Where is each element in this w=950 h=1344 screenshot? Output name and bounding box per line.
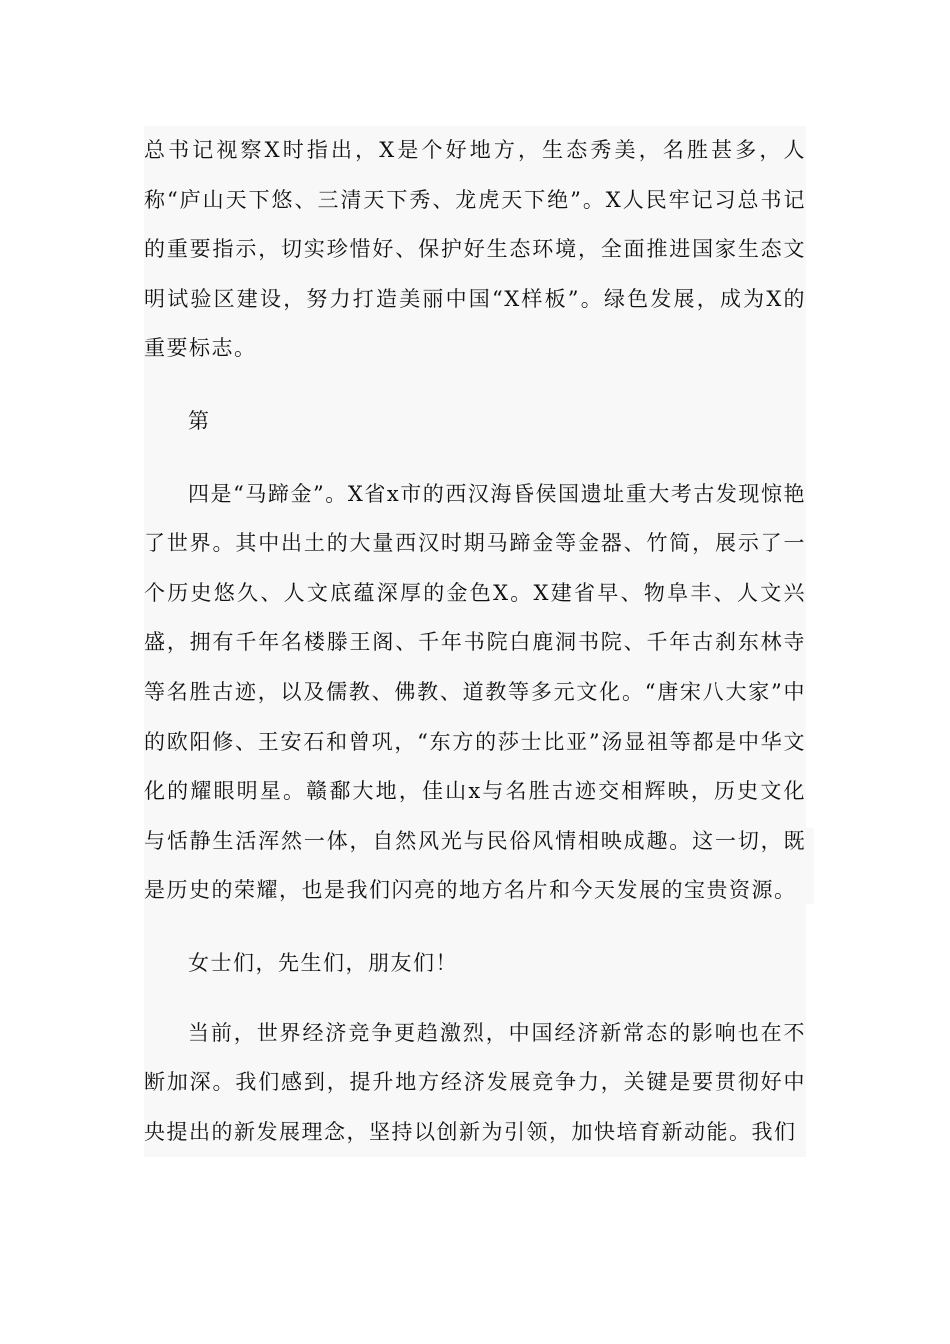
document-body [144, 126, 806, 1157]
paragraph-ecology: 总书记视察X时指出，X是个好地方，生态秀美，名胜甚多，人称“庐山天下悠、三清天下秀、龙虎天下绝”。X人民牢记习总书记的重要指示，切实珍惜好、保护好生态环境，全面推进国家生态文明试验区建设，努力打造美丽中国“X样板”。绿色发展，成为X的重要标志。 [144, 138, 806, 361]
text-highlight-edge [806, 828, 814, 904]
paragraph-horse-hoof-gold: 四是“马蹄金”。X省x市的西汉海昏侯国遗址重大考古发现惊艳了世界。其中出土的大量西汉时期马蹄金等金器、竹简，展示了一个历史悠久、人文底蕴深厚的金色X。X建省早、物阜丰、人文兴盛，拥有千年名楼滕王阁、千年书院白鹿洞书院、千年古刹东林寺等名胜古迹，以及儒教、佛教、道教等多元文化。“唐宋八大家”中的欧阳修、王安石和曾巩，“东方的莎士比亚”汤显祖等都是中华文化的耀眼明星。赣鄱大地，佳山x与名胜古迹交相辉映，历史文化与恬静生活浑然一体，自然风光与民俗风情相映成趣。这一切，既是历史的荣耀，也是我们闪亮的地方名片和今天发展的宝贵资源。 [144, 481, 806, 903]
paragraph-economy: 当前，世界经济竞争更趋激烈，中国经济新常态的影响也在不断加深。我们感到，提升地方经济发展竞争力，关键是要贯彻好中央提出的新发展理念，坚持以创新为引领，加快培育新动能。我们 [144, 1020, 806, 1144]
paragraph-fragment: 第 [188, 408, 211, 433]
paragraph-greeting: 女士们，先生们，朋友们！ [188, 950, 458, 975]
